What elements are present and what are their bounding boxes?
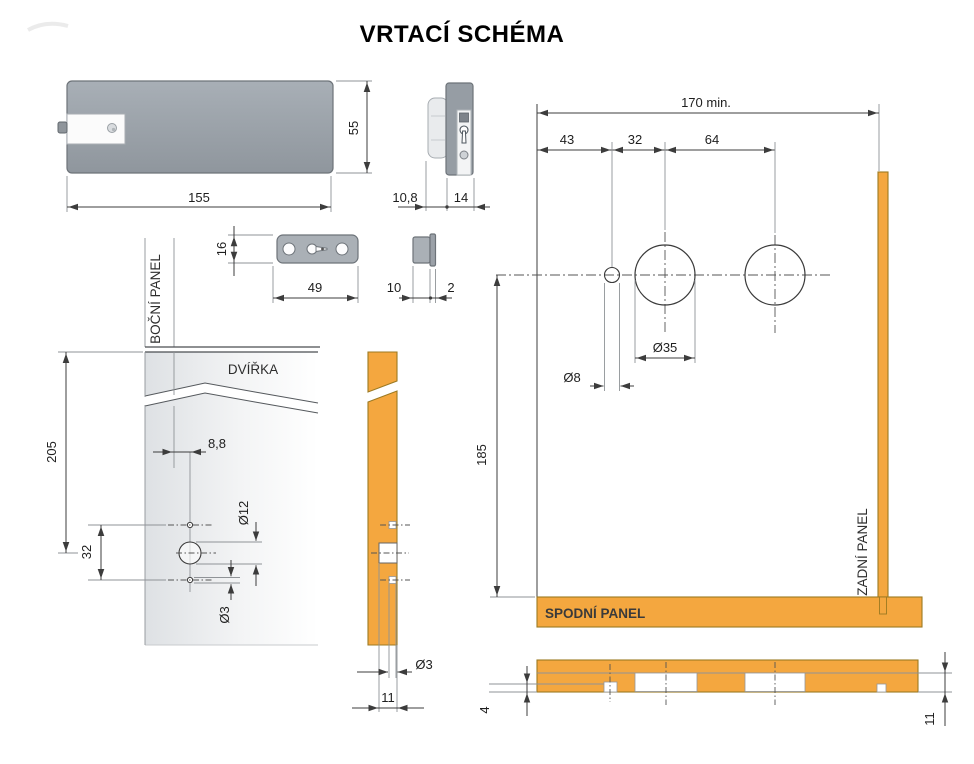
dim-49: 49 xyxy=(307,280,323,295)
bottom-panel-label: SPODNÍ PANEL xyxy=(545,606,646,621)
strike-side-flange xyxy=(430,234,436,266)
dim-32-door: 32 xyxy=(79,544,94,560)
strike-plate-front xyxy=(214,226,358,303)
bottom-panel-section xyxy=(477,652,952,726)
section-notch-small-right xyxy=(877,684,886,692)
strike-hole-left xyxy=(283,243,295,255)
lock-side-view xyxy=(392,83,490,211)
dimension-d3-side xyxy=(357,657,433,672)
dim-170min: 170 min. xyxy=(681,95,731,110)
strike-plate-side xyxy=(387,234,455,303)
page-title: VRTACÍ SCHÉMA xyxy=(359,21,565,48)
bottom-section-bar xyxy=(537,660,918,692)
dimension-strike-width xyxy=(273,266,358,303)
back-panel-label: ZADNÍ PANEL xyxy=(855,508,870,596)
dimension-chain-43-32-64 xyxy=(537,132,775,150)
lock-front-view xyxy=(58,81,372,212)
dim-d8: Ø8 xyxy=(563,370,581,385)
dim-8-8: 8,8 xyxy=(207,436,227,451)
scan-artifact xyxy=(28,24,68,30)
dim-d3-side: Ø3 xyxy=(415,657,433,672)
dim-43: 43 xyxy=(559,132,575,147)
dimension-11-bottom xyxy=(918,652,952,726)
dimension-lock-height xyxy=(336,81,372,173)
dimension-170min xyxy=(537,95,879,113)
keyhole-slot xyxy=(462,131,466,143)
dim-185: 185 xyxy=(474,444,489,466)
dim-55: 55 xyxy=(346,120,361,136)
dimension-185 xyxy=(474,275,535,597)
door-side-top xyxy=(368,352,397,392)
door-side-view xyxy=(352,352,433,712)
fixing-hole xyxy=(460,151,468,159)
dim-d3-door: Ø3 xyxy=(217,606,232,624)
dim-10-8: 10,8 xyxy=(392,190,418,205)
lock-cylinder-pin xyxy=(112,128,115,131)
dim-64: 64 xyxy=(704,132,720,147)
dim-32-rear: 32 xyxy=(627,132,643,147)
strike-keyhole xyxy=(307,244,317,254)
section-notch-small-left xyxy=(604,682,617,692)
dimension-strike-height xyxy=(214,226,273,276)
dim-11-bottom: 11 xyxy=(922,712,937,726)
strike-hole-right xyxy=(336,243,348,255)
dim-11-side: 11 xyxy=(381,690,395,705)
strike-keyhole-pin xyxy=(321,248,324,251)
dim-4: 4 xyxy=(477,706,492,714)
latch-slot xyxy=(460,113,469,122)
back-panel-strip xyxy=(878,172,888,597)
back-panel-groove xyxy=(880,597,887,614)
lock-cylinder xyxy=(108,124,117,133)
door-front-view xyxy=(44,352,318,645)
dim-d12: Ø12 xyxy=(236,500,251,526)
dimension-lock-side xyxy=(392,161,490,211)
door-label: DVÍŘKA xyxy=(227,362,279,377)
dim-16: 16 xyxy=(214,241,229,257)
dim-14: 14 xyxy=(453,190,469,205)
dimension-11-side xyxy=(352,690,424,708)
lock-latch-nub xyxy=(58,122,67,133)
rear-view xyxy=(474,95,922,627)
lock-side-cylinder xyxy=(428,98,448,158)
dimension-205 xyxy=(44,352,143,553)
strike-side-body xyxy=(413,237,430,263)
dim-205: 205 xyxy=(44,441,59,463)
dim-10: 10 xyxy=(386,280,402,295)
dim-2: 2 xyxy=(447,280,455,295)
door-side-bottom xyxy=(368,391,397,645)
side-panel-label: BOČNÍ PANEL xyxy=(148,254,163,344)
dim-155: 155 xyxy=(188,190,210,205)
dim-d35: Ø35 xyxy=(652,340,678,355)
dimension-4 xyxy=(477,666,527,716)
dimension-strike-side xyxy=(387,266,455,303)
dimension-d8 xyxy=(563,283,634,391)
dimension-lock-width xyxy=(67,176,331,212)
